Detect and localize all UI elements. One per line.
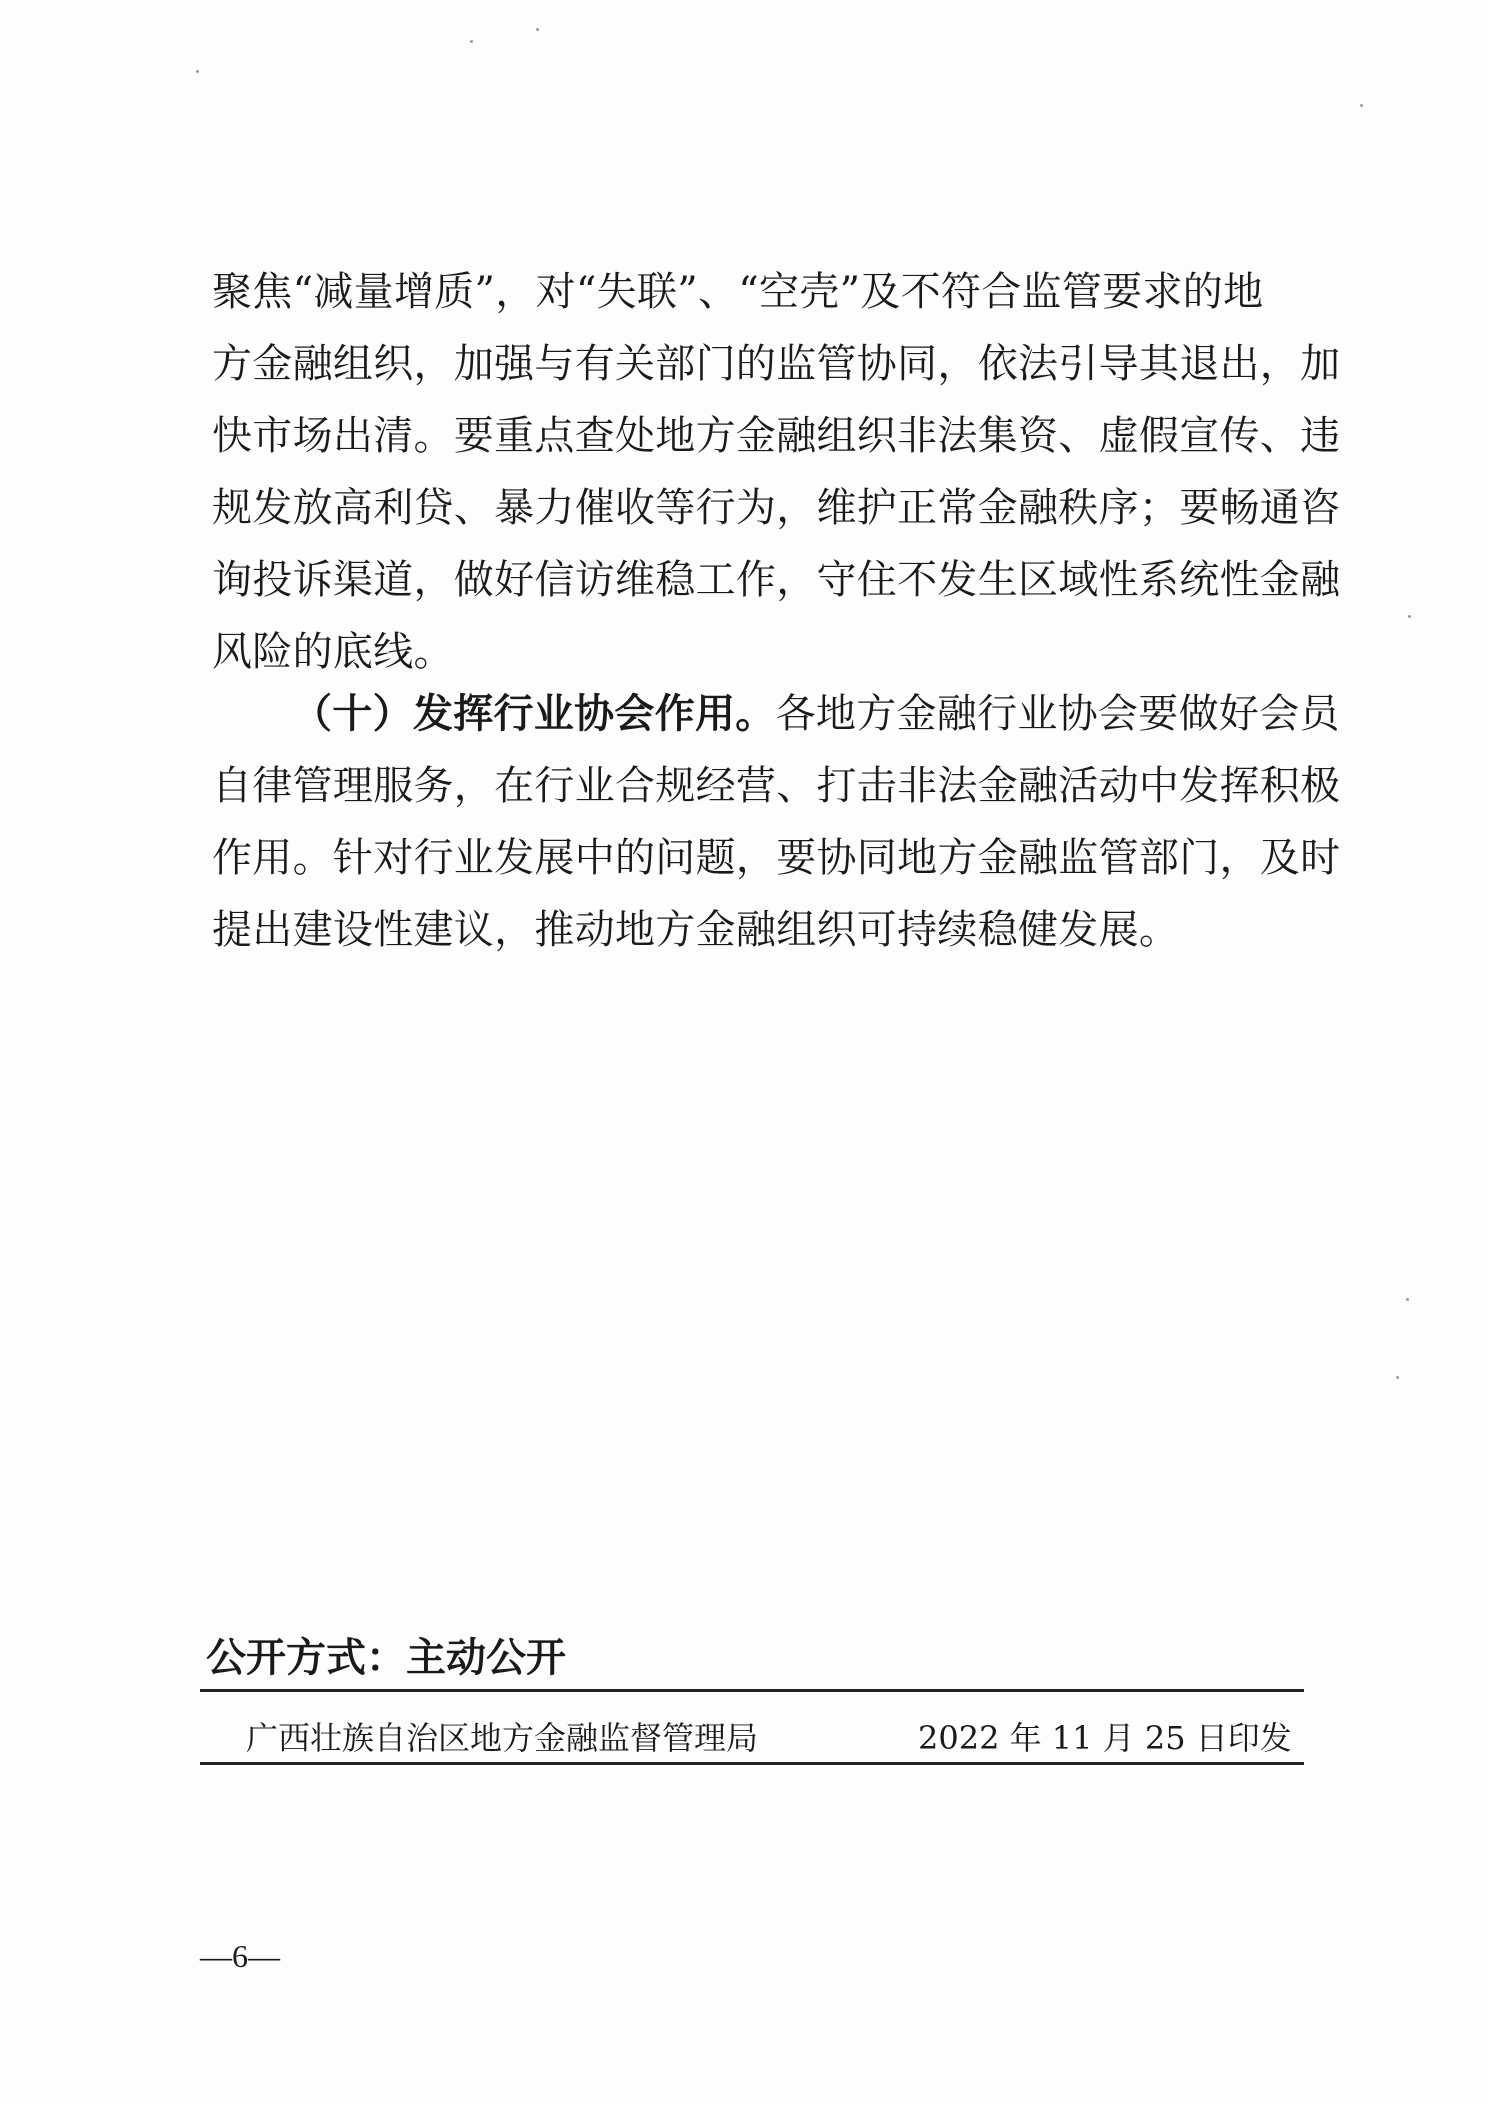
scan-speck (1408, 615, 1411, 618)
body-line: 快市场出清。要重点查处地方金融组织非法集资、虚假宣传、违 (212, 413, 1341, 459)
disclosure-method: 公开方式：主动公开 (206, 1635, 566, 1681)
body-line: 提出建设性建议，推动地方金融组织可持续稳健发展。 (212, 907, 1180, 953)
scan-speck (470, 40, 473, 43)
body-line: 风险的底线。 (212, 629, 454, 675)
scan-speck (1360, 104, 1363, 107)
body-line: 作用。针对行业发展中的问题，要协同地方金融监管部门，及时 (212, 835, 1341, 881)
footer-top-rule (200, 1689, 1304, 1692)
body-line: 规发放高利贷、暴力催收等行为，维护正常金融秩序；要畅通咨 (212, 485, 1341, 531)
page-number: —6— (200, 1938, 280, 1974)
scan-speck (536, 28, 539, 31)
issue-date: 2022 年 11 月 25 日印发 (918, 1719, 1292, 1757)
issuing-office: 广西壮族自治区地方金融监督管理局 (246, 1719, 759, 1757)
scan-speck (1396, 1376, 1399, 1379)
body-line: 自律管理服务，在行业合规经营、打击非法金融活动中发挥积极 (212, 763, 1341, 809)
body-line: 询投诉渠道，做好信访维稳工作，守住不发生区域性系统性金融 (212, 557, 1341, 603)
section-10-first-line-text: 各地方金融行业协会要做好会员 (775, 691, 1340, 737)
section-10-heading: （十）发挥行业协会作用。 (292, 690, 776, 737)
section-10-first-line (292, 690, 1340, 737)
footer-bottom-rule (200, 1762, 1304, 1765)
scan-speck (1406, 1298, 1409, 1301)
body-line: 聚焦“减量增质”，对“失联”、“空壳”及不符合监管要求的地 (212, 269, 1264, 315)
scan-speck (196, 70, 199, 73)
body-line: 方金融组织，加强与有关部门的监管协同，依法引导其退出，加 (212, 341, 1341, 387)
